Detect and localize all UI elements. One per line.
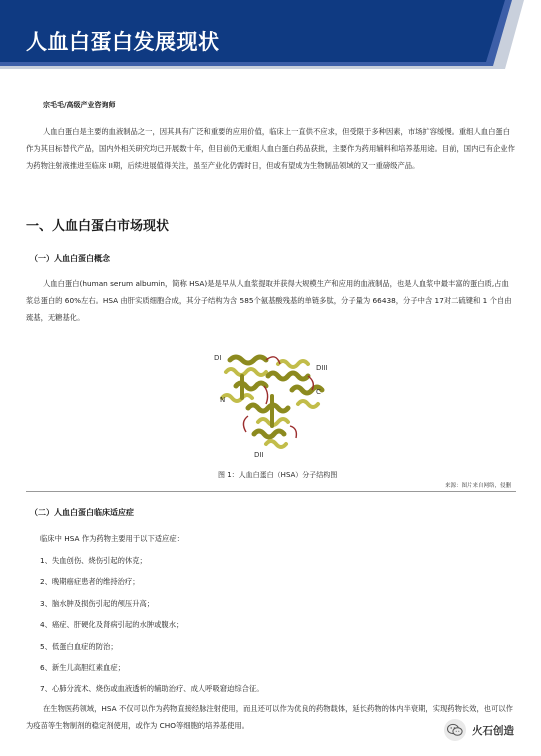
figure-caption: 图 1：人血白蛋白（HSA）分子结构图	[218, 471, 338, 479]
terminus-label-n: N	[220, 396, 226, 404]
list-item: 5、低蛋白血症的防治；	[40, 641, 118, 651]
page-title: 人血白蛋白发展现状	[26, 30, 220, 54]
domain-label-diii: DIII	[316, 364, 328, 372]
usage-paragraph: 在生物医药领域，HSA 不仅可以作为药物直接经脉注射使用，而且还可以作为优良的药物载体，延长药物的体内半衰期，实现药物长效，也可以作为疫苗等生物制剂的稳定剂使用，或作为 CHO等细胞的培养基使用。	[26, 704, 513, 730]
subsection-title-indications: （二）人血白蛋白临床适应症	[30, 508, 134, 517]
list-item: 2、晚期癌症患者的维持治疗；	[40, 577, 140, 587]
indications-intro: 临床中 HSA 作为药物主要用于以下适应症：	[40, 534, 184, 543]
wechat-icon	[444, 719, 466, 741]
albumin-concept-paragraph: 人血白蛋白(human serum albumin，简称 HSA)是是早从人血浆提取并获得大规模生产和应用的血液制品，也是人血浆中最丰富的蛋白质,占血浆总蛋白的 60%左右。HSA 由肝实质细胞合成，其分子结构为含 585个氨基酸残基的单链多肽，分子量为 66438，分子中含 17对二硫键和 1 个自由巯基，无糖基化。	[26, 279, 512, 322]
helix-ribbons	[222, 357, 322, 447]
intro-paragraph: 人血白蛋白是主要的血液制品之一，因其具有广泛和重要的应用价值，临床上一直供不应求，但受限于多种因素，市场扩容缓慢。重组人血白蛋白作为其目标替代产品，国内外相关研究均已开展数十年，但目前仍无重组人血白蛋白药品获批，主要作为药用辅料和培养基用途。目前，国内已有企业作为药物注射液推进至临床 II期，后续进展值得关注，虽至产业化仍需时日，但或有望成为生物制品领域的又一重磅级产品。	[26, 127, 515, 170]
domain-label-dii: DII	[254, 451, 264, 458]
list-item: 4、癌症、肝硬化及肾病引起的水肿或腹水；	[40, 620, 184, 630]
list-item: 6、新生儿高胆红素血症；	[40, 662, 125, 672]
list-item: 3、脑水肿及损伤引起的颅压升高；	[40, 598, 155, 608]
section-title: 一、人血白蛋白市场现状	[26, 219, 170, 234]
watermark-text: 火石创造	[472, 724, 514, 737]
figure-source: 来源：图片来自网络，侵删	[444, 483, 511, 489]
domain-label-di: DI	[214, 354, 222, 362]
watermark	[444, 718, 514, 742]
list-item: 1、失血创伤、烧伤引起的休克；	[40, 556, 147, 565]
divider	[26, 491, 516, 492]
indications-list	[40, 555, 264, 705]
terminus-label-c: C	[316, 388, 321, 396]
hsa-structure-figure	[208, 346, 338, 458]
list-item: 7、心肺分流术、烧伤或血液透析的辅助治疗、成人呼吸窘迫综合征。	[40, 684, 264, 694]
author-line: 宗毛毛/高级产业咨询师	[43, 101, 116, 109]
subsection-title-concept: （一）人血白蛋白概念	[30, 254, 110, 263]
